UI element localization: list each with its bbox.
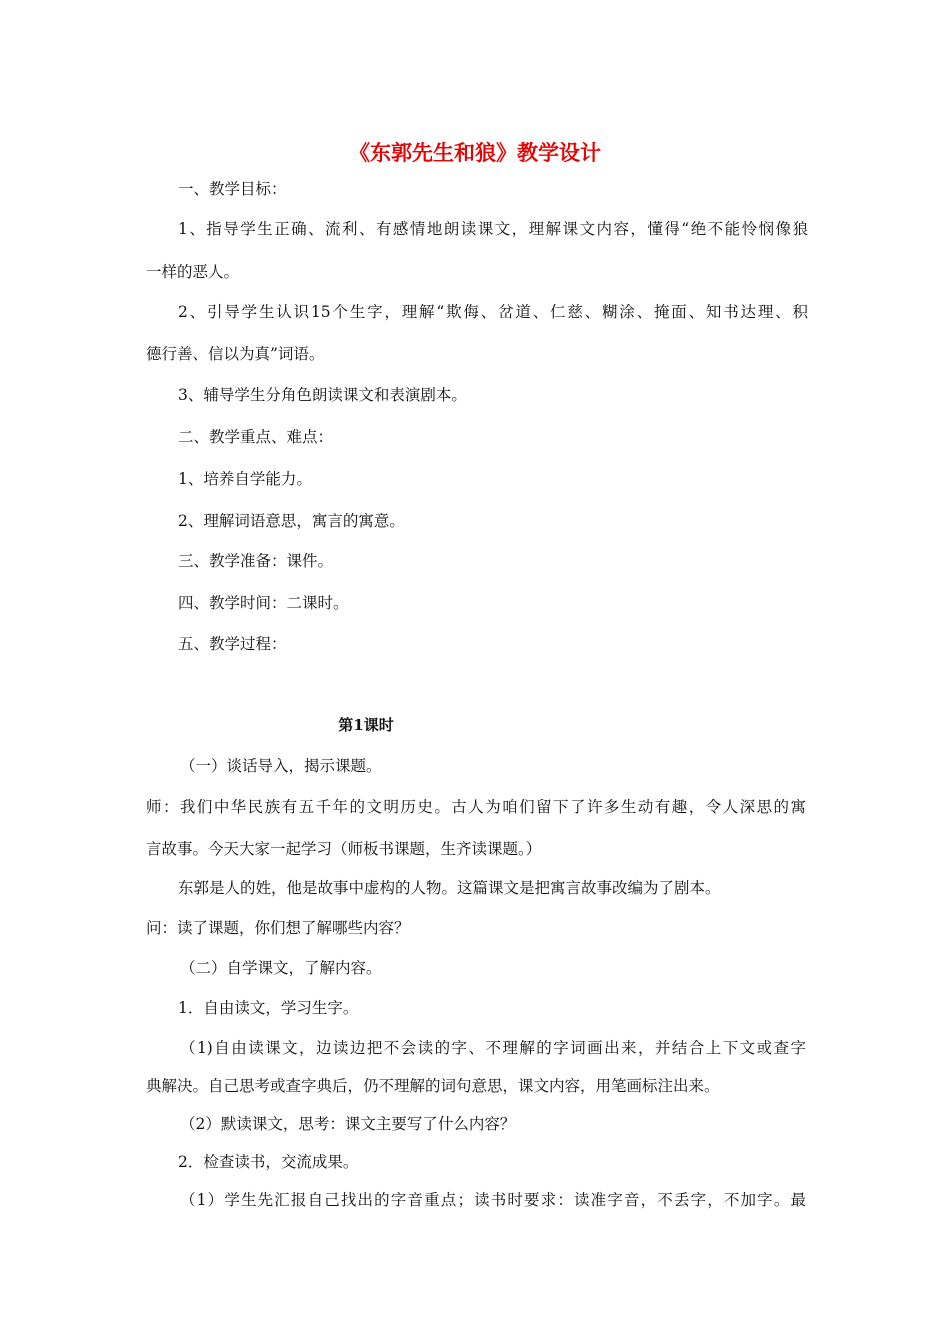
paragraph-line: 1、培养自学能力。 bbox=[178, 470, 312, 488]
paragraph-line: （一）谈话导入，揭示课题。 bbox=[180, 757, 382, 775]
paragraph-line: 一样的恶人。 bbox=[146, 263, 240, 281]
heading-preparation: 三、教学准备：课件。 bbox=[178, 552, 334, 570]
paragraph-line: （2）默读课文，思考：课文主要写了什么内容？ bbox=[180, 1115, 516, 1133]
paragraph-line: 东郭是人的姓，他是故事中虚构的人物。这篇课文是把寓言故事改编为了剧本。 bbox=[178, 879, 721, 897]
section-title: 第1课时 bbox=[338, 716, 394, 734]
heading-process: 五、教学过程： bbox=[178, 635, 287, 653]
paragraph-line: 典解决。自己思考或查字典后，仍不理解的词句意思，课文内容，用笔画标注出来。 bbox=[146, 1077, 720, 1095]
paragraph-line: （二）自学课文，了解内容。 bbox=[180, 959, 382, 977]
paragraph-line: 言故事。今天大家一起学习（师板书课题，生齐读课题。） bbox=[146, 840, 542, 858]
heading-time: 四、教学时间：二课时。 bbox=[178, 594, 349, 612]
paragraph-line: 2、理解词语意思，寓言的寓意。 bbox=[178, 512, 405, 530]
paragraph-line: 1、指导学生正确、流利、有感情地朗读课文，理解课文内容，懂得“绝不能怜悯像狼 bbox=[178, 220, 808, 238]
heading-key-points: 二、教学重点、难点： bbox=[178, 428, 334, 446]
paragraph-line: 1．自由读文，学习生字。 bbox=[178, 999, 359, 1017]
paragraph-line: 师：我们中华民族有五千年的文明历史。古人为咱们留下了许多生动有趣，令人深思的寓 bbox=[146, 798, 806, 816]
paragraph-line: 德行善、信以为真”词语。 bbox=[146, 345, 325, 363]
paragraph-line: 2．检查读书，交流成果。 bbox=[178, 1153, 359, 1171]
paragraph-line: （1）学生先汇报自己找出的字音重点；读书时要求：读准字音，不丢字，不加字。最 bbox=[180, 1191, 806, 1209]
paragraph-line: 问：读了课题，你们想了解哪些内容？ bbox=[146, 919, 410, 937]
paragraph-line: （1)自由读课文，边读边把不会读的字、不理解的字词画出来，并结合上下文或查字 bbox=[180, 1039, 806, 1057]
paragraph-line: 3、辅导学生分角色朗读课文和表演剧本。 bbox=[178, 386, 467, 404]
paragraph-line: 2、引导学生认识15个生字，理解“欺侮、岔道、仁慈、糊涂、掩面、知书达理、积 bbox=[178, 303, 808, 321]
heading-objectives: 一、教学目标： bbox=[178, 180, 287, 198]
document-title: 《东郭先生和狼》教学设计 bbox=[349, 140, 601, 165]
